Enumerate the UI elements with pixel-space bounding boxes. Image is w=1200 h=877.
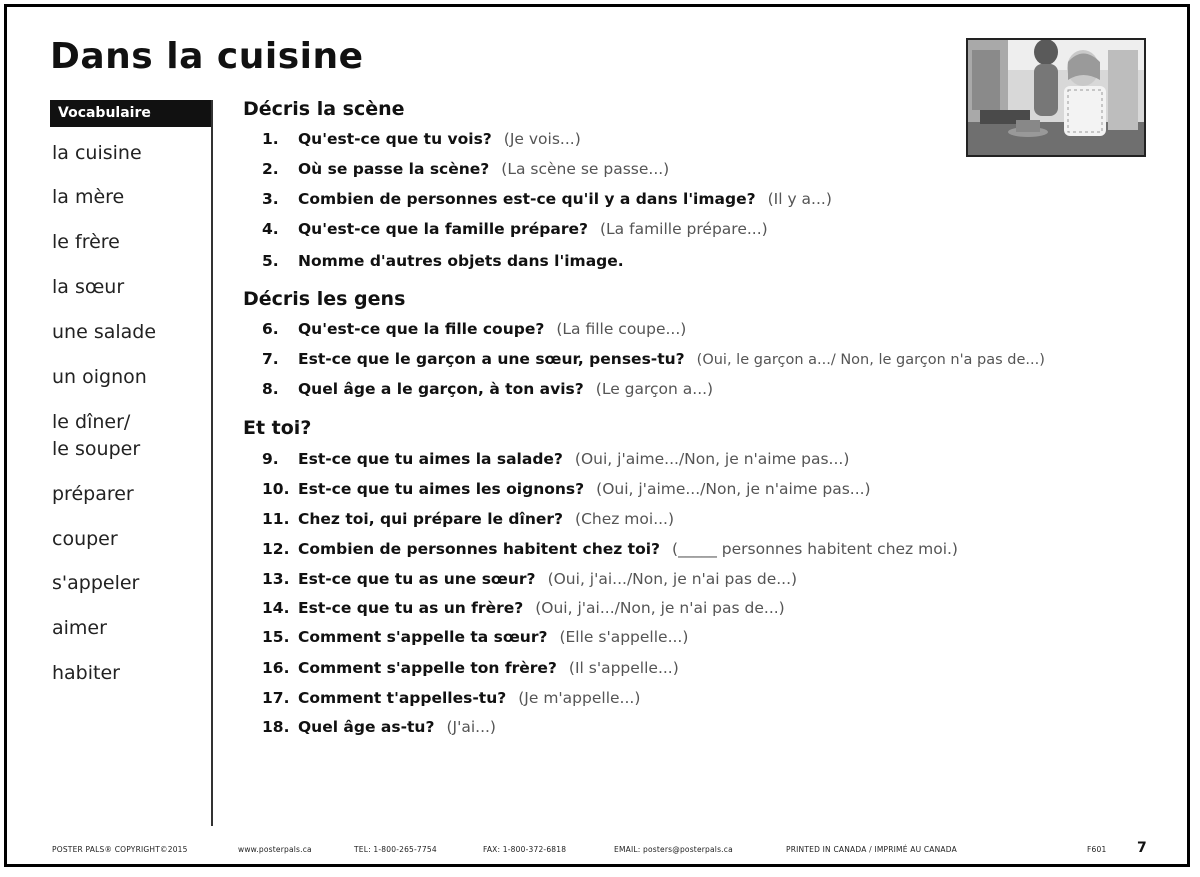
vocab-item: un oignon — [52, 366, 147, 388]
section-heading: Et toi? — [243, 417, 312, 439]
page-number: 7 — [1137, 840, 1147, 856]
question-item: 1. Qu'est-ce que tu vois? (Je vois...) — [262, 130, 581, 148]
question-item: 17. Comment t'appelles-tu? (Je m'appelle...) — [262, 689, 641, 707]
footer-fax: FAX: 1-800-372-6818 — [483, 845, 567, 854]
question-item: 12. Combien de personnes habitent chez toi? (_____ personnes habitent chez moi.) — [262, 540, 958, 558]
vocab-item: une salade — [52, 321, 157, 343]
question-item: 10. Est-ce que tu aimes les oignons? (Oui, j'aime.../Non, je n'aime pas...) — [262, 480, 871, 498]
question-item: 2. Où se passe la scène? (La scène se passe...) — [262, 160, 670, 178]
photo-family-kitchen-icon — [968, 40, 1144, 155]
question-item: 11. Chez toi, qui prépare le dîner? (Chez moi...) — [262, 510, 675, 528]
question-item: 8. Quel âge a le garçon, à ton avis? (Le garçon a...) — [262, 380, 714, 398]
vocab-item: le dîner/ — [52, 411, 131, 433]
question-item: 4. Qu'est-ce que la famille prépare? (La famille prépare...) — [262, 220, 768, 238]
question-item: 16. Comment s'appelle ton frère? (Il s'appelle...) — [262, 659, 679, 677]
vocab-item: la cuisine — [52, 142, 142, 164]
footer-tel: TEL: 1-800-265-7754 — [354, 845, 437, 854]
vocab-item: couper — [52, 528, 118, 550]
vocabulary-sidebar — [50, 100, 213, 826]
vocab-item: le souper — [52, 438, 141, 460]
vocabulary-heading: Vocabulaire — [50, 100, 211, 127]
vocab-item: la sœur — [52, 276, 125, 298]
footer-code: F601 — [1087, 845, 1107, 854]
question-item: 14. Est-ce que tu as un frère? (Oui, j'ai.../Non, je n'ai pas de...) — [262, 599, 785, 617]
vocab-item: aimer — [52, 617, 107, 639]
question-item: 9. Est-ce que tu aimes la salade? (Oui, j'aime.../Non, je n'aime pas...) — [262, 450, 850, 468]
vocab-item: la mère — [52, 186, 125, 208]
footer-printed: PRINTED IN CANADA / IMPRIMÉ AU CANADA — [786, 845, 957, 854]
question-item: 18. Quel âge as-tu? (J'ai...) — [262, 718, 496, 736]
vocab-item: s'appeler — [52, 572, 140, 594]
question-item: 13. Est-ce que tu as une sœur? (Oui, j'ai.../Non, je n'ai pas de...) — [262, 570, 798, 588]
question-item: 7. Est-ce que le garçon a une sœur, penses-tu? (Oui, le garçon a.../ Non, le garçon n'a pas de...) — [262, 350, 1045, 368]
footer-email: EMAIL: posters@posterpals.ca — [614, 845, 733, 854]
question-item: 15. Comment s'appelle ta sœur? (Elle s'appelle...) — [262, 628, 689, 646]
question-item: 5. Nomme d'autres objets dans l'image. — [262, 252, 624, 270]
question-item: 6. Qu'est-ce que la fille coupe? (La fille coupe...) — [262, 320, 687, 338]
vocab-item: habiter — [52, 662, 120, 684]
footer-website: www.posterpals.ca — [238, 845, 312, 854]
kitchen-photo — [966, 38, 1146, 157]
vocab-item: préparer — [52, 483, 134, 505]
page-title: Dans la cuisine — [50, 36, 364, 77]
vocab-item: le frère — [52, 231, 120, 253]
question-item: 3. Combien de personnes est-ce qu'il y a dans l'image? (Il y a...) — [262, 190, 832, 208]
section-heading: Décris les gens — [243, 288, 406, 310]
footer-copyright: POSTER PALS® COPYRIGHT©2015 — [52, 845, 188, 854]
section-heading: Décris la scène — [243, 98, 405, 120]
